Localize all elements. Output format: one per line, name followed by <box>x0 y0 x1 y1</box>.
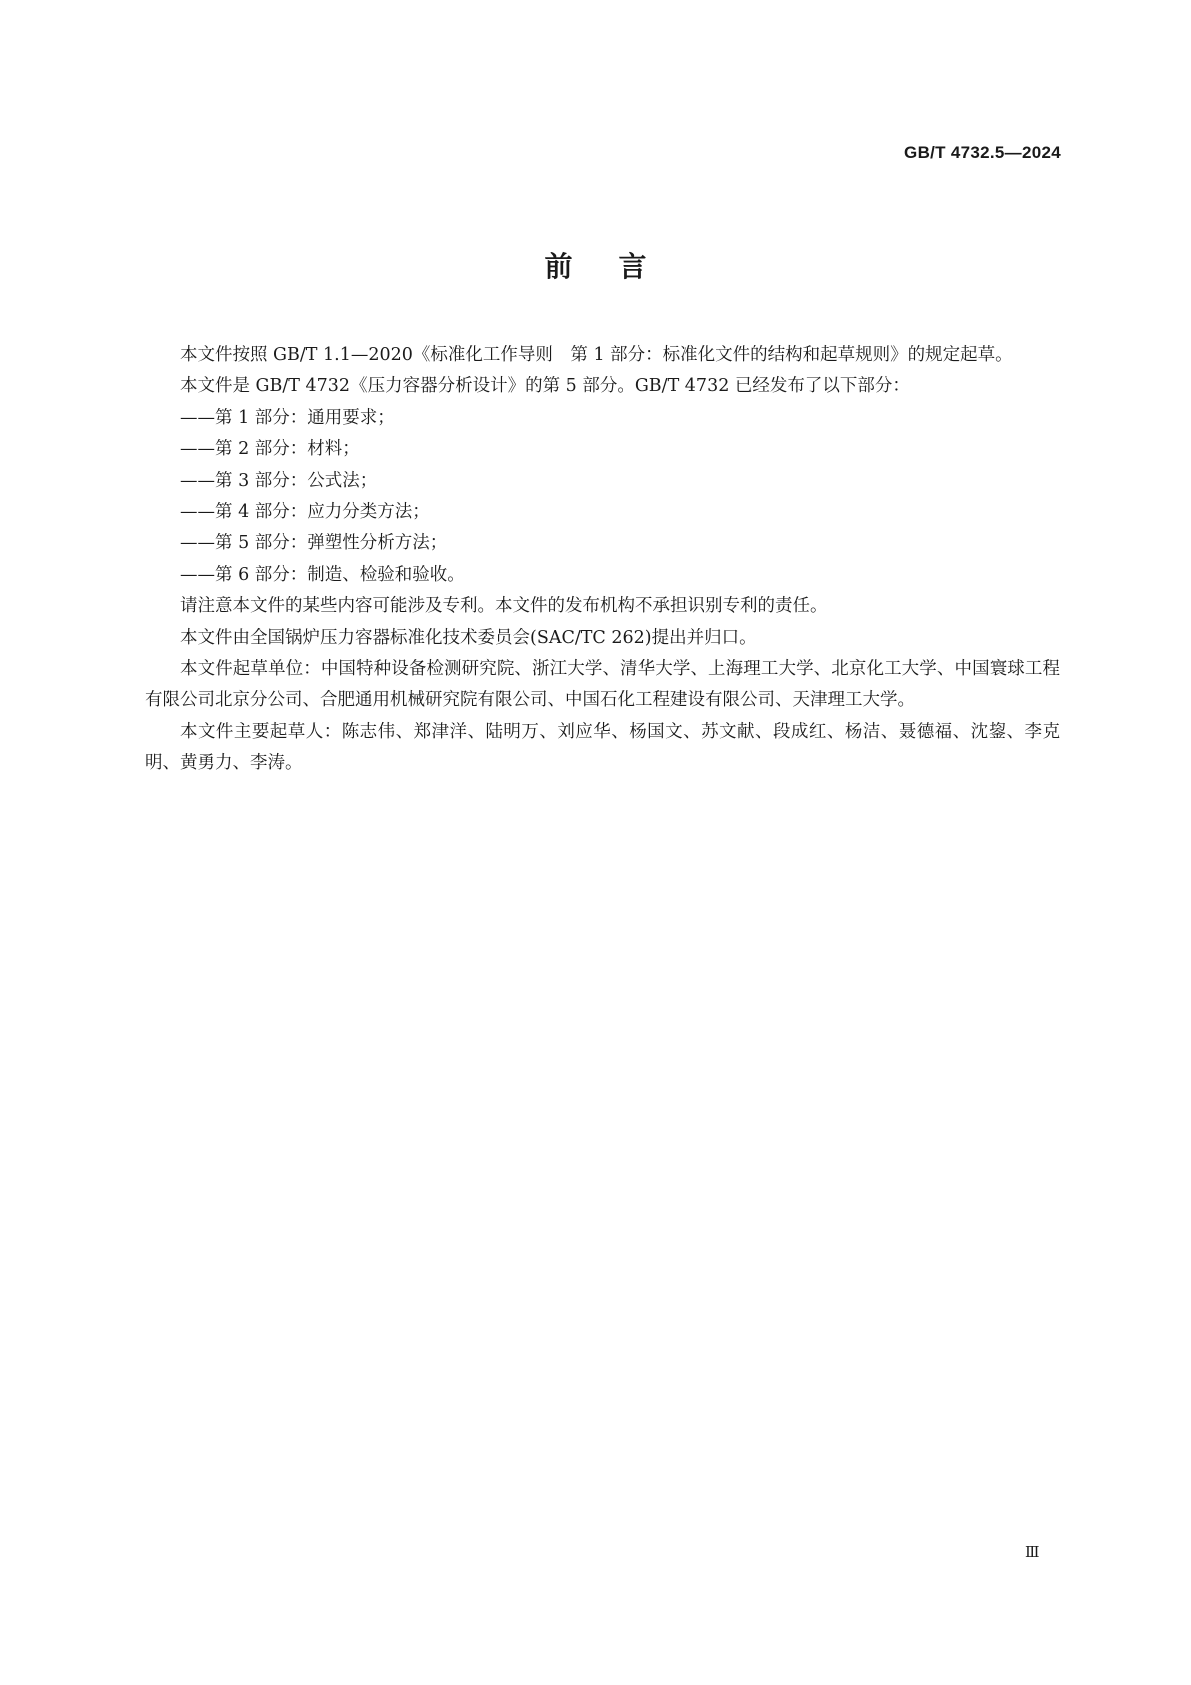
list-item-part-2: ——第 2 部分：材料； <box>180 439 360 460</box>
page-title <box>0 245 1191 285</box>
document-body <box>145 340 1060 780</box>
paragraph-drafters: 本文件主要起草人：陈志伟、郑津洋、陆明万、刘应华、杨国文、苏文献、段成红、杨洁、聂德福、沈鋆、李克明、黄勇力、李涛。 <box>145 721 1060 774</box>
list-item-part-5: ——第 5 部分：弹塑性分析方法； <box>180 533 448 554</box>
paragraph-committee: 本文件由全国锅炉压力容器标准化技术委员会(SAC/TC 262)提出并归口。 <box>180 627 757 648</box>
paragraph-patent-notice: 请注意本文件的某些内容可能涉及专利。本文件的发布机构不承担识别专利的责任。 <box>180 596 828 617</box>
title-char-1: 前 <box>544 250 573 283</box>
standard-code: GB/T 4732.5—2024 <box>904 143 1061 162</box>
list-item-part-6: ——第 6 部分：制造、检验和验收。 <box>180 564 465 585</box>
list-item-part-1: ——第 1 部分：通用要求； <box>180 407 395 428</box>
title-char-2: 言 <box>618 250 647 283</box>
paragraph-drafting-rules: 本文件按照 GB/T 1.1—2020《标准化工作导则 第 1 部分：标准化文件的结构和起草规则》的规定起草。 <box>180 345 1013 365</box>
paragraph-series-intro: 本文件是 GB/T 4732《压力容器分析设计》的第 5 部分。GB/T 4732 已经发布了以下部分： <box>180 376 910 397</box>
page-number: Ⅲ <box>1025 1543 1040 1561</box>
paragraph-drafting-units: 本文件起草单位：中国特种设备检测研究院、浙江大学、清华大学、上海理工大学、北京化工大学、中国寰球工程有限公司北京分公司、合肥通用机械研究院有限公司、中国石化工程建设有限公司、天津理工大学。 <box>145 659 1060 711</box>
list-item-part-3: ——第 3 部分：公式法； <box>180 470 378 491</box>
list-item-part-4: ——第 4 部分：应力分类方法； <box>180 502 430 523</box>
